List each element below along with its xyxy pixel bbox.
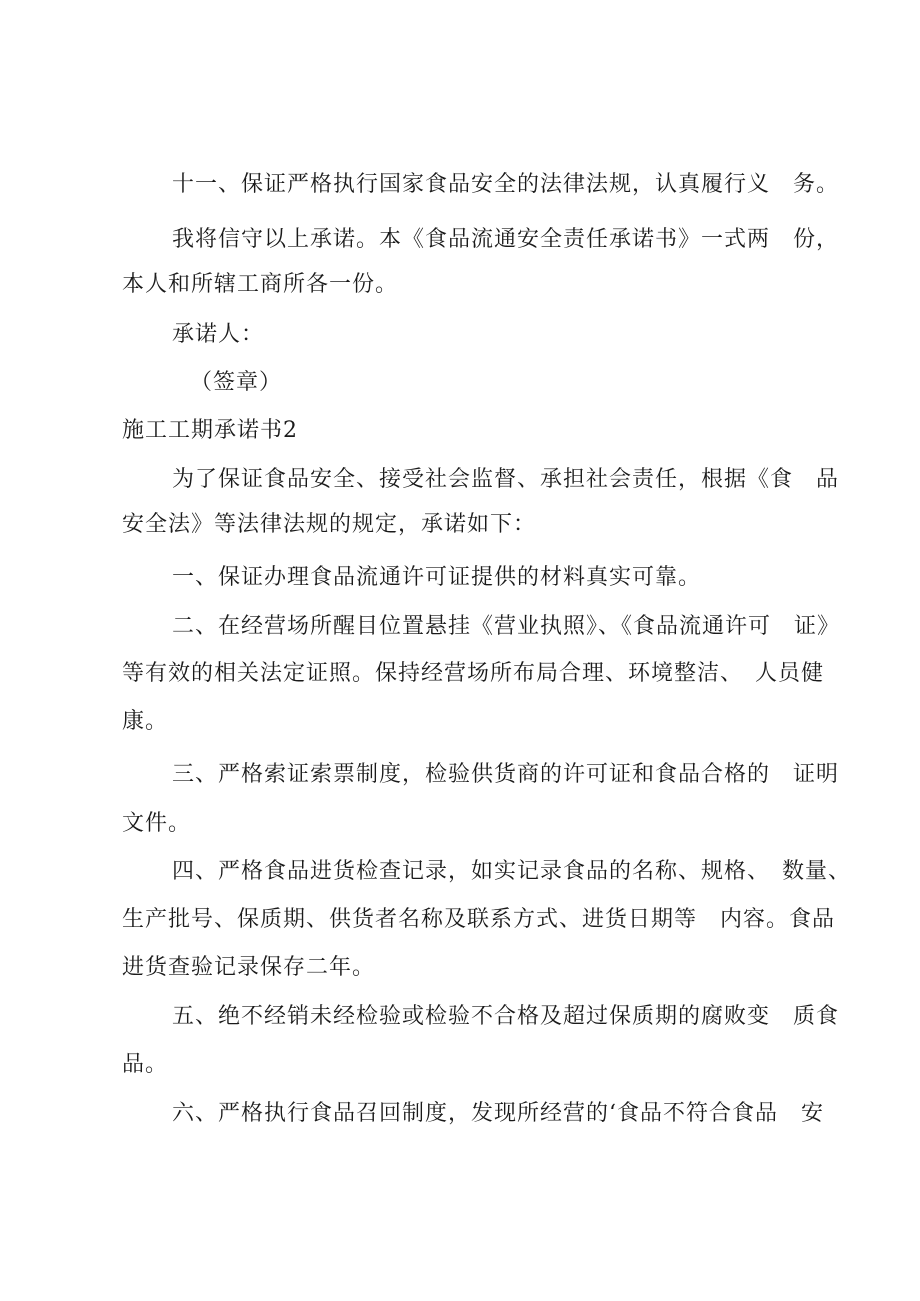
text-line: 文件。 (122, 811, 192, 836)
text-line: 二、在经营场所醒目位置悬挂《营业执照》、《食品流通许可 证》 (172, 614, 841, 639)
text-line: 五、绝不经销未经检验或检验不合格及超过保质期的腐败变 质食 (172, 1004, 840, 1029)
text-line: 品。 (122, 1052, 169, 1077)
text-line: 安全法》等法律法规的规定，承诺如下： (122, 512, 537, 537)
section-heading: 施工工期承诺书2 (122, 418, 298, 443)
text-line: 六、严格执行食品召回制度，发现所经营的‘食品不符合食品 安 (172, 1101, 824, 1126)
text-line: 为了保证食品安全、接受社会监督、承担社会责任，根据《食 品 (172, 467, 840, 492)
text-line: 生产批号、保质期、供货者名称及联系方式、进货日期等 内容。食品 (122, 907, 836, 932)
text-line: 我将信守以上承诺。本《食品流通安全责任承诺书》一式两 份， (172, 227, 840, 252)
text-line: 康。 (122, 709, 169, 734)
seal-label: （签章） (190, 370, 283, 395)
signature-label: 承诺人： (172, 322, 265, 347)
text-line: 本人和所辖工商所各一份。 (122, 272, 399, 297)
text-line: 三、严格索证索票制度，检验供货商的许可证和食品合格的 证明 (172, 762, 840, 787)
text-line: 等有效的相关法定证照。保持经营场所布局合理、环境整洁、 人员健 (122, 661, 825, 686)
text-line: 一、保证办理食品流通许可证提供的材料真实可靠。 (172, 565, 702, 590)
text-line: 四、严格食品进货检查记录，如实记录食品的名称、规格、 数量、 (172, 859, 852, 884)
text-line: 进货查验记录保存二年。 (122, 955, 376, 980)
text-line: 十一、保证严格执行国家食品安全的法律法规，认真履行义 务。 (172, 172, 840, 197)
